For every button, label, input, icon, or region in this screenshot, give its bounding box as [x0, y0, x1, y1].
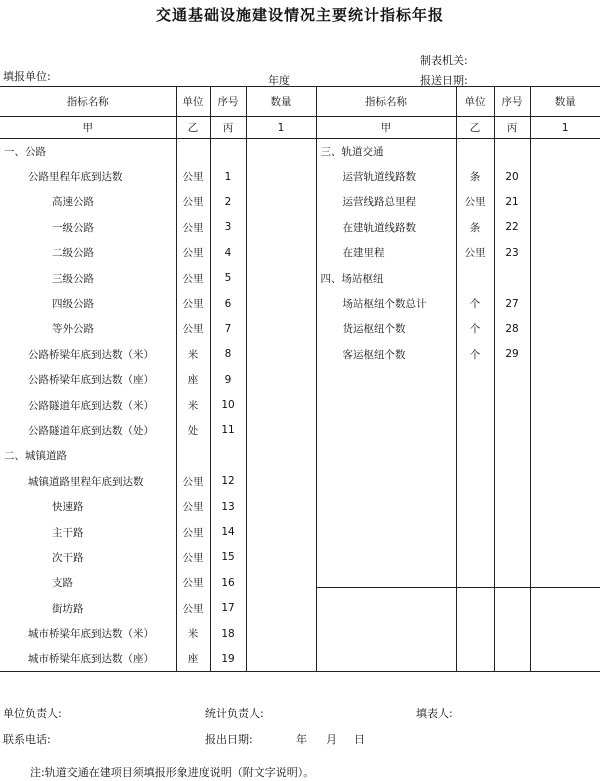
right-empty — [530, 570, 600, 595]
left-qty — [246, 342, 316, 367]
right-empty — [494, 494, 530, 519]
col-qty: 数量 — [246, 87, 316, 117]
day-footer: 日 — [354, 733, 365, 746]
right-empty — [494, 519, 530, 544]
table-row — [0, 545, 600, 570]
left-indicator: 快速路 — [52, 501, 84, 514]
left-seq — [210, 443, 246, 468]
col-unit: 单位 — [176, 87, 210, 117]
left-seq: 7 — [210, 316, 246, 341]
left-qty — [246, 596, 316, 621]
unit-head-label: 单位负责人: — [3, 707, 62, 720]
left-seq: 10 — [210, 392, 246, 417]
report-date-label: 报送日期: — [420, 74, 468, 87]
right-empty — [316, 392, 456, 417]
right-unit — [456, 139, 494, 164]
left-indicator: 高速公路 — [52, 196, 94, 209]
right-unit: 公里 — [456, 189, 494, 214]
right-empty — [530, 443, 600, 468]
report-date-footer-label: 报出日期: — [205, 733, 253, 746]
left-indicator: 城镇道路里程年底到达数 — [28, 475, 144, 488]
left-seq: 14 — [210, 519, 246, 544]
year-footer: 年 — [296, 733, 307, 746]
left-seq: 11 — [210, 418, 246, 443]
left-seq: 18 — [210, 621, 246, 646]
right-empty — [456, 443, 494, 468]
right-qty — [530, 291, 600, 316]
right-seq: 21 — [494, 189, 530, 214]
right-empty — [456, 367, 494, 392]
code-row — [0, 117, 600, 139]
left-seq: 13 — [210, 494, 246, 519]
left-indicator: 公路隧道年底到达数（米） — [28, 399, 154, 412]
left-unit: 公里 — [176, 215, 210, 240]
right-empty — [316, 469, 456, 494]
right-empty — [456, 494, 494, 519]
right-empty — [456, 469, 494, 494]
right-unit: 个 — [456, 342, 494, 367]
code-indicator: 甲 — [0, 117, 176, 139]
right-indicator: 运营线路总里程 — [316, 189, 456, 214]
right-empty — [530, 494, 600, 519]
left-unit — [176, 139, 210, 164]
right-empty — [530, 596, 600, 621]
right-empty — [494, 418, 530, 443]
left-qty — [246, 240, 316, 265]
left-indicator: 城市桥梁年底到达数（座） — [0, 646, 176, 671]
left-unit: 公里 — [176, 494, 210, 519]
left-seq: 17 — [210, 596, 246, 621]
right-indicator: 客运枢纽个数 — [316, 342, 456, 367]
right-indicator: 在建里程 — [316, 240, 456, 265]
right-qty — [530, 215, 600, 240]
left-indicator: 一、公路 — [4, 145, 46, 158]
right-empty — [494, 545, 530, 570]
right-empty — [530, 519, 600, 544]
right-indicator: 三、轨道交通 — [316, 139, 456, 164]
right-empty — [316, 367, 456, 392]
header-row — [0, 87, 600, 117]
right-unit: 公里 — [456, 240, 494, 265]
right-empty — [494, 570, 530, 595]
report-title: 交通基础设施建设情况主要统计指标年报 — [155, 6, 444, 24]
table-row — [0, 570, 600, 595]
left-unit: 公里 — [176, 469, 210, 494]
left-seq: 8 — [210, 342, 246, 367]
table-row — [0, 291, 600, 316]
right-empty — [456, 545, 494, 570]
table-row — [0, 596, 600, 621]
table-row — [0, 621, 600, 646]
left-qty — [246, 570, 316, 595]
right-seq: 23 — [494, 240, 530, 265]
footnote: 注:轨道交通在建项目须填报形象进度说明（附文字说明）。 — [30, 766, 315, 779]
left-unit: 公里 — [176, 570, 210, 595]
statistics-table — [0, 86, 600, 672]
right-empty — [456, 570, 494, 595]
left-qty — [246, 164, 316, 189]
left-unit: 座 — [176, 646, 210, 671]
right-empty — [530, 469, 600, 494]
right-seq: 29 — [494, 342, 530, 367]
left-qty — [246, 392, 316, 417]
right-empty — [316, 494, 456, 519]
left-unit: 公里 — [176, 596, 210, 621]
right-empty — [316, 519, 456, 544]
filler-label: 填表人: — [416, 707, 453, 720]
left-unit: 米 — [176, 342, 210, 367]
left-qty — [246, 316, 316, 341]
left-unit: 公里 — [176, 240, 210, 265]
left-unit: 处 — [176, 418, 210, 443]
left-seq — [210, 139, 246, 164]
right-empty — [494, 392, 530, 417]
right-empty — [494, 469, 530, 494]
right-seq: 20 — [494, 164, 530, 189]
right-unit: 条 — [456, 164, 494, 189]
col-seq: 序号 — [210, 87, 246, 117]
left-seq: 15 — [210, 545, 246, 570]
left-qty — [246, 545, 316, 570]
table-row — [0, 367, 600, 392]
left-qty — [246, 418, 316, 443]
left-indicator: 二、城镇道路 — [4, 450, 67, 463]
right-unit: 条 — [456, 215, 494, 240]
right-empty — [456, 596, 494, 621]
right-empty — [494, 621, 530, 646]
left-qty — [246, 469, 316, 494]
right-empty — [494, 443, 530, 468]
phone-label: 联系电话: — [3, 733, 51, 746]
col-indicator-right: 指标名称 — [316, 87, 456, 117]
left-seq: 9 — [210, 367, 246, 392]
left-indicator: 四级公路 — [52, 298, 94, 311]
code-qty: 1 — [246, 117, 316, 139]
right-qty — [530, 189, 600, 214]
right-indicator: 货运枢纽个数 — [316, 316, 456, 341]
right-qty — [530, 139, 600, 164]
right-seq — [494, 265, 530, 290]
table-row — [0, 392, 600, 417]
table-row — [0, 469, 600, 494]
right-empty — [530, 418, 600, 443]
left-seq: 1 — [210, 164, 246, 189]
right-empty — [456, 392, 494, 417]
left-qty — [246, 265, 316, 290]
table-row — [0, 342, 600, 367]
left-unit: 公里 — [176, 291, 210, 316]
code-indicator-right: 甲 — [316, 117, 456, 139]
right-empty — [316, 545, 456, 570]
table-row — [0, 265, 600, 290]
table-row — [0, 494, 600, 519]
right-empty — [316, 570, 456, 595]
left-indicator: 次干路 — [52, 551, 84, 564]
left-seq: 2 — [210, 189, 246, 214]
right-empty — [530, 367, 600, 392]
right-section-divider — [317, 587, 600, 588]
right-empty — [316, 646, 456, 671]
right-empty — [456, 519, 494, 544]
right-empty — [316, 418, 456, 443]
right-empty — [530, 545, 600, 570]
left-unit: 公里 — [176, 189, 210, 214]
table-row — [0, 646, 600, 671]
left-qty — [246, 494, 316, 519]
col-qty-right: 数量 — [530, 87, 600, 117]
left-unit: 座 — [176, 367, 210, 392]
table-row — [0, 139, 600, 164]
right-qty — [530, 164, 600, 189]
table-row — [0, 240, 600, 265]
right-empty — [456, 418, 494, 443]
code-unit-right: 乙 — [456, 117, 494, 139]
code-seq-right: 丙 — [494, 117, 530, 139]
left-unit: 公里 — [176, 545, 210, 570]
table-row — [0, 215, 600, 240]
table-row — [0, 189, 600, 214]
left-indicator: 二级公路 — [52, 247, 94, 260]
right-qty — [530, 265, 600, 290]
col-seq-right: 序号 — [494, 87, 530, 117]
left-indicator: 公路里程年底到达数 — [28, 171, 123, 184]
right-empty — [456, 621, 494, 646]
left-seq: 6 — [210, 291, 246, 316]
col-unit-right: 单位 — [456, 87, 494, 117]
right-empty — [456, 646, 494, 671]
right-seq: 27 — [494, 291, 530, 316]
right-unit: 个 — [456, 291, 494, 316]
table-row — [0, 316, 600, 341]
right-indicator: 场站枢纽个数总计 — [316, 291, 456, 316]
right-qty — [530, 316, 600, 341]
left-unit — [176, 443, 210, 468]
left-unit: 公里 — [176, 265, 210, 290]
reporting-unit-label: 填报单位: — [3, 70, 51, 83]
left-qty — [246, 646, 316, 671]
right-empty — [530, 646, 600, 671]
right-empty — [494, 646, 530, 671]
right-qty — [530, 240, 600, 265]
left-qty — [246, 291, 316, 316]
code-seq: 丙 — [210, 117, 246, 139]
table-row — [0, 443, 600, 468]
left-indicator: 三级公路 — [52, 272, 94, 285]
left-indicator: 公路桥梁年底到达数（米） — [28, 348, 154, 361]
left-indicator: 城市桥梁年底到达数（米） — [28, 628, 154, 641]
left-unit: 公里 — [176, 519, 210, 544]
left-indicator: 等外公路 — [52, 323, 94, 336]
code-qty-right: 1 — [530, 117, 600, 139]
left-qty — [246, 621, 316, 646]
right-indicator: 运营轨道线路数 — [316, 164, 456, 189]
right-qty — [530, 342, 600, 367]
right-empty — [316, 443, 456, 468]
org-label: 制表机关: — [420, 54, 468, 67]
left-indicator: 公路隧道年底到达数（处） — [28, 424, 154, 437]
table-row — [0, 164, 600, 189]
left-indicator: 一级公路 — [52, 221, 94, 234]
left-indicator: 主干路 — [52, 526, 84, 539]
left-unit: 公里 — [176, 164, 210, 189]
right-empty — [316, 621, 456, 646]
left-unit: 米 — [176, 392, 210, 417]
left-qty — [246, 519, 316, 544]
left-seq: 12 — [210, 469, 246, 494]
left-unit: 米 — [176, 621, 210, 646]
right-seq — [494, 139, 530, 164]
right-indicator: 四、场站枢纽 — [316, 265, 456, 290]
left-seq: 16 — [210, 570, 246, 595]
left-unit: 公里 — [176, 316, 210, 341]
col-indicator: 指标名称 — [0, 87, 176, 117]
left-qty — [246, 215, 316, 240]
right-empty — [530, 621, 600, 646]
month-footer: 月 — [326, 733, 337, 746]
table-row — [0, 418, 600, 443]
left-indicator: 公路桥梁年底到达数（座） — [28, 374, 154, 387]
left-indicator: 街坊路 — [52, 602, 84, 615]
right-empty — [530, 392, 600, 417]
right-seq: 28 — [494, 316, 530, 341]
left-qty — [246, 443, 316, 468]
code-unit: 乙 — [176, 117, 210, 139]
left-qty — [246, 189, 316, 214]
left-qty — [246, 367, 316, 392]
left-indicator: 支路 — [52, 577, 73, 590]
right-unit: 个 — [456, 316, 494, 341]
left-qty — [246, 139, 316, 164]
right-unit — [456, 265, 494, 290]
left-seq: 19 — [210, 646, 246, 671]
stats-head-label: 统计负责人: — [205, 707, 264, 720]
right-indicator: 在建轨道线路数 — [316, 215, 456, 240]
right-empty — [494, 367, 530, 392]
right-empty — [494, 596, 530, 621]
left-seq: 4 — [210, 240, 246, 265]
right-seq: 22 — [494, 215, 530, 240]
table-row — [0, 519, 600, 544]
left-seq: 5 — [210, 265, 246, 290]
left-seq: 3 — [210, 215, 246, 240]
right-empty — [316, 596, 456, 621]
year-label: 年度 — [268, 74, 290, 87]
